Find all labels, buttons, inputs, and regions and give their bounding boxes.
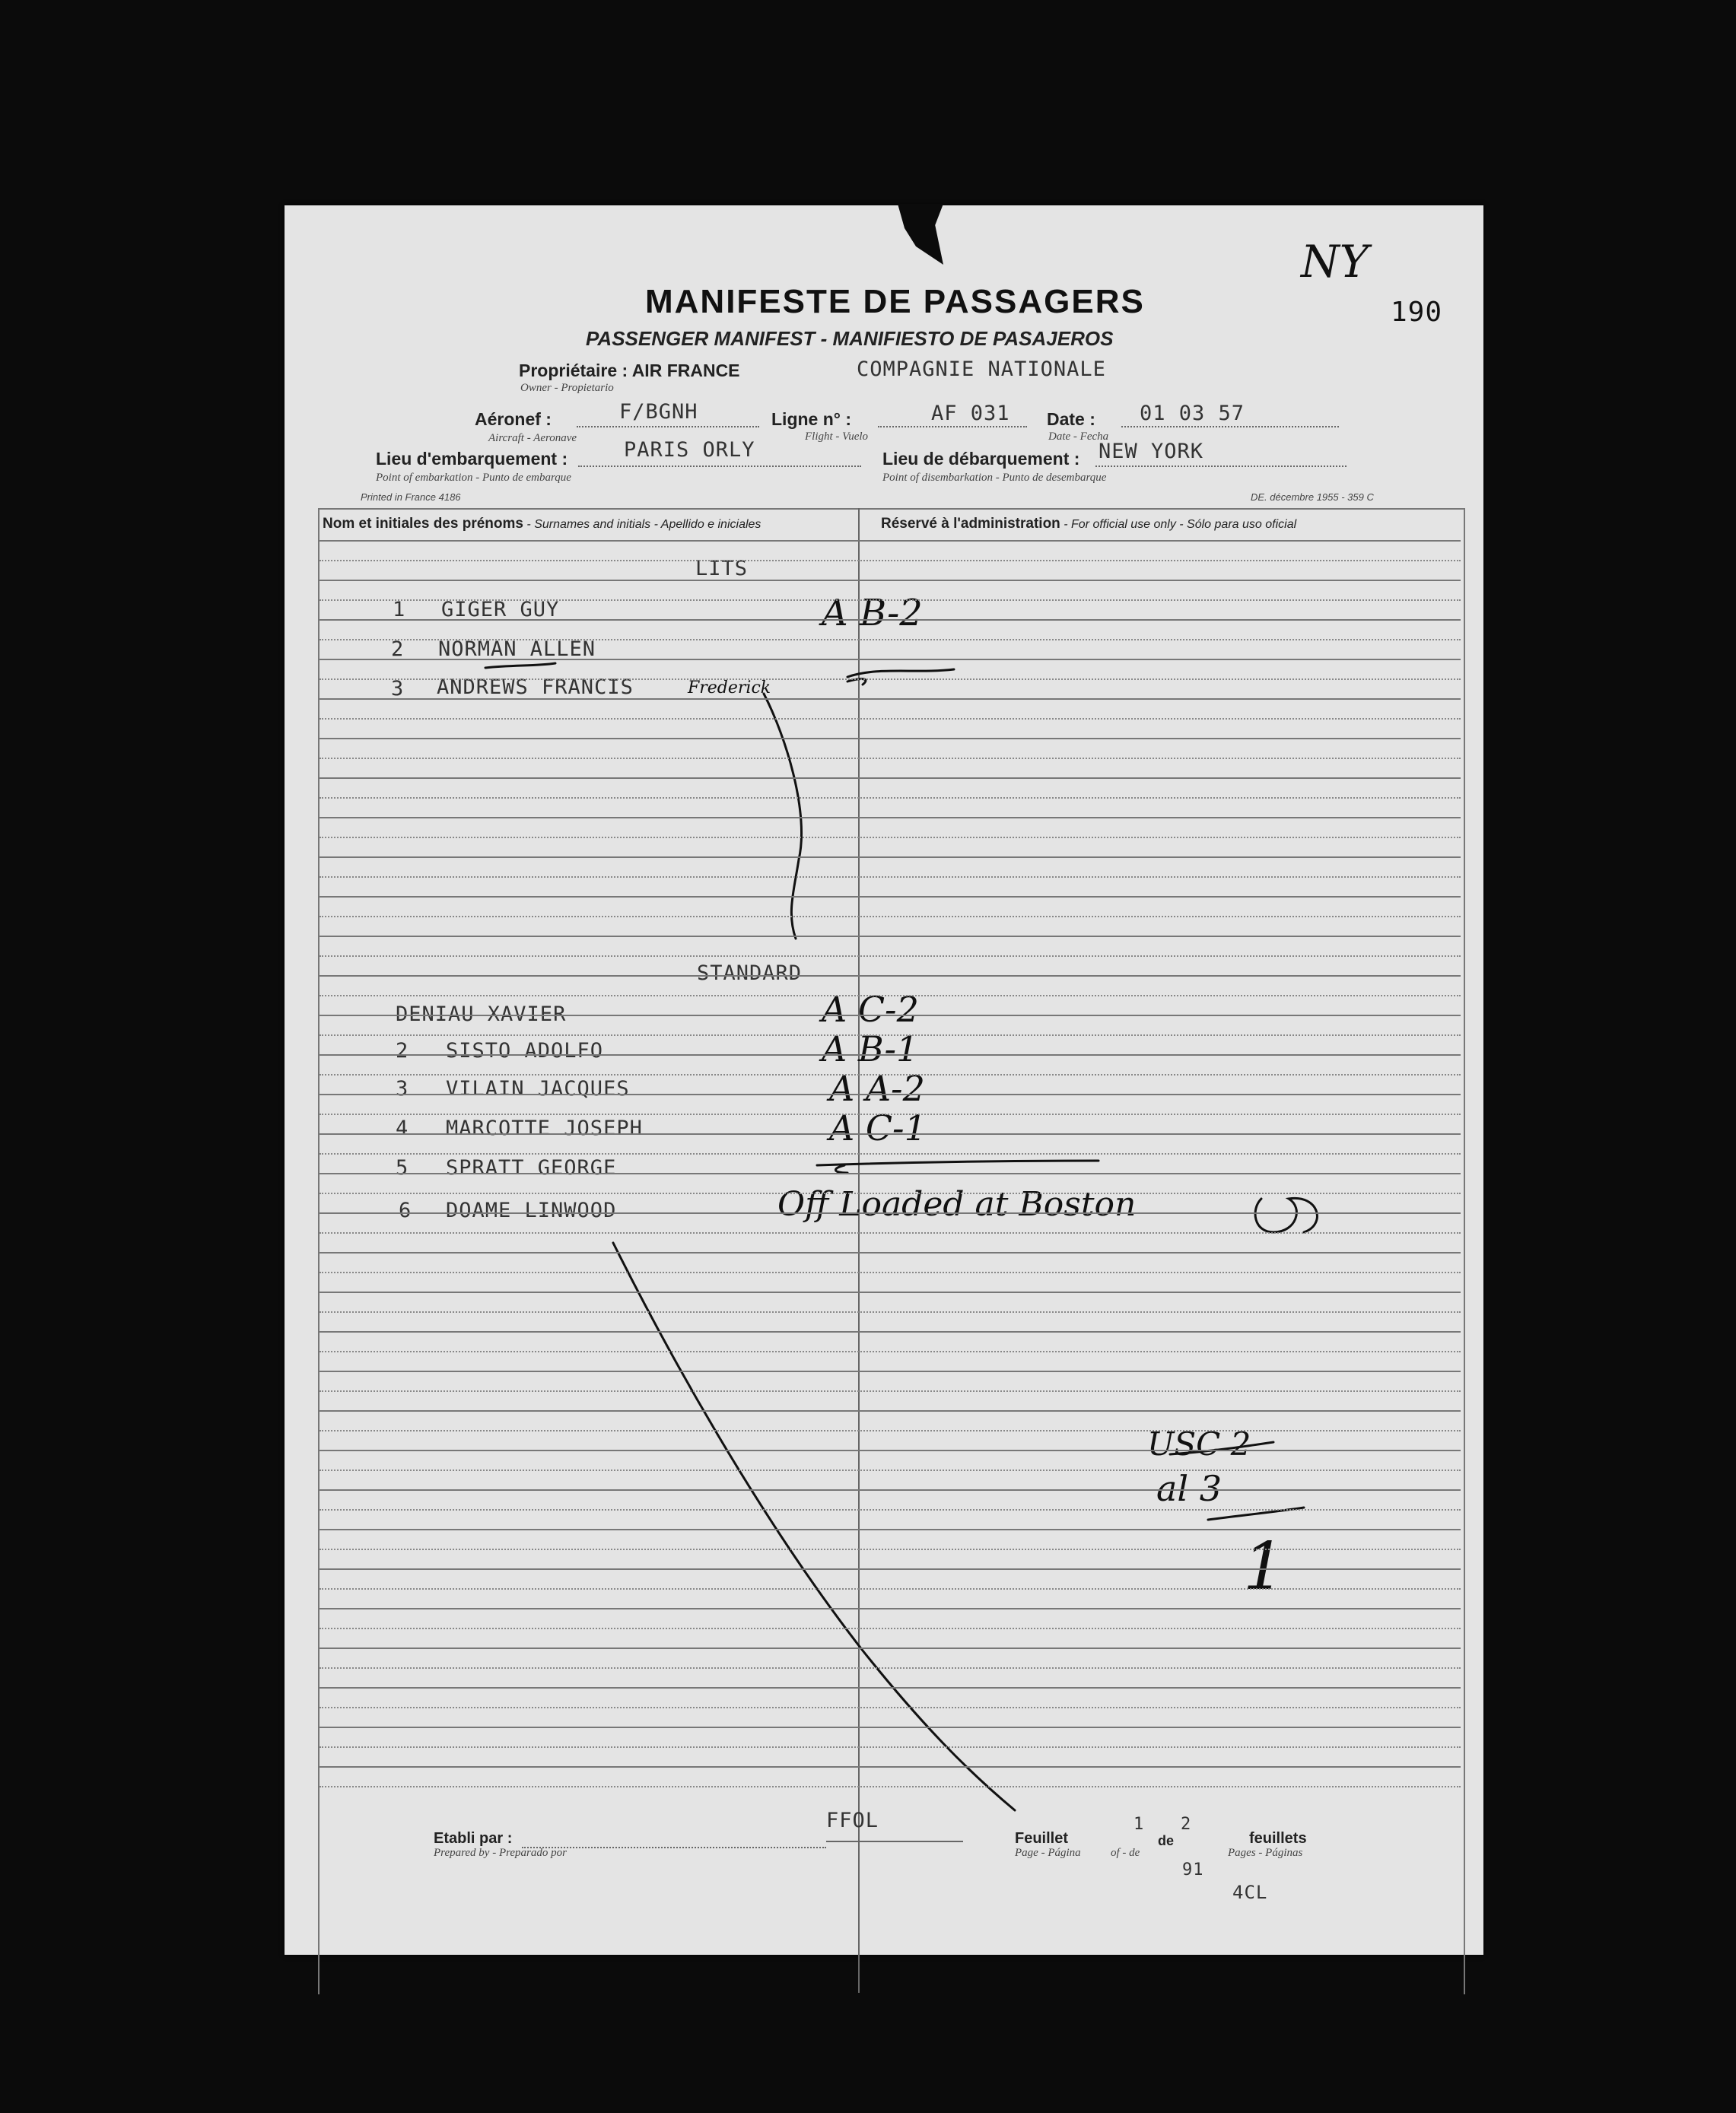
disembark-sub: Point of disembarkation - Punto de desembarque bbox=[882, 472, 1107, 484]
form-rule bbox=[320, 1746, 1461, 1748]
form-rule bbox=[320, 1232, 1461, 1234]
form-rule bbox=[320, 1311, 1461, 1313]
page-number: 190 bbox=[1391, 297, 1443, 328]
form-rule bbox=[320, 1648, 1461, 1649]
form-rule bbox=[320, 1549, 1461, 1550]
form-rule bbox=[320, 639, 1461, 640]
form-rule bbox=[320, 837, 1461, 838]
column-header-left: Nom et initiales des prénoms - Surnames and initials - Apellido e iniciales bbox=[323, 516, 761, 532]
prepared-sub: Prepared by - Preparado por bbox=[434, 1847, 567, 1859]
form-rule bbox=[320, 560, 1461, 561]
lits-row-3-name: ANDREWS FRANCIS bbox=[437, 675, 634, 699]
lits-row-2-name: NORMAN ALLEN bbox=[438, 637, 596, 661]
lits-row-3-num: 3 bbox=[391, 677, 405, 701]
form-rule bbox=[320, 1489, 1461, 1491]
form-rule bbox=[320, 599, 1461, 601]
section-lits: LITS bbox=[695, 557, 749, 580]
form-rule bbox=[320, 1410, 1461, 1412]
std-row-4-name: MARCOTTE JOSEPH bbox=[446, 1117, 643, 1140]
form-rule bbox=[320, 718, 1461, 720]
footer-mark-2: 4CL bbox=[1232, 1882, 1268, 1903]
line-sub: Flight - Vuelo bbox=[805, 431, 869, 443]
form-rule bbox=[320, 1450, 1461, 1451]
std-row-2-num: 2 bbox=[396, 1039, 409, 1063]
date-label: Date : bbox=[1047, 409, 1095, 429]
aircraft-label: Aéronef : bbox=[475, 409, 552, 429]
aircraft-sub: Aircraft - Aeronave bbox=[488, 432, 577, 444]
std-row-1-name: DENIAU XAVIER bbox=[396, 1002, 567, 1026]
form-rule bbox=[320, 1687, 1461, 1689]
std-row-5-name: SPRATT GEORGE bbox=[446, 1156, 617, 1180]
std-row-5-num: 5 bbox=[396, 1156, 409, 1180]
owner-sub: Owner - Propietario bbox=[520, 382, 614, 394]
sheet-num: 1 bbox=[1133, 1815, 1145, 1834]
form-rule bbox=[320, 1212, 1461, 1214]
form-rule bbox=[320, 856, 1461, 858]
std-row-6-num: 6 bbox=[399, 1199, 412, 1222]
std-row-3-num: 3 bbox=[396, 1077, 409, 1101]
std-row-6-note: Off Loaded at Boston bbox=[777, 1185, 1137, 1224]
column-header-right: Réservé à l'administration - For official use only - Sólo para uso oficial bbox=[881, 516, 1297, 532]
form-rule bbox=[320, 777, 1461, 779]
date-sub: Date - Fecha bbox=[1048, 431, 1109, 443]
form-rule bbox=[320, 698, 1461, 700]
form-rule bbox=[320, 1331, 1461, 1333]
form-rule bbox=[320, 738, 1461, 739]
std-row-4-note: A C-1 bbox=[829, 1107, 927, 1149]
tally-line-1: USC 2 bbox=[1147, 1425, 1251, 1463]
form-rule bbox=[320, 1094, 1461, 1095]
footer-mark-1: 91 bbox=[1182, 1860, 1204, 1879]
corner-mark: NY bbox=[1301, 236, 1369, 288]
line-value: AF 031 bbox=[931, 402, 1010, 425]
form-rule bbox=[320, 995, 1461, 996]
form-rule bbox=[320, 1351, 1461, 1352]
line-label: Ligne n° : bbox=[771, 409, 852, 429]
form-rule bbox=[320, 1292, 1461, 1293]
handwriting-strokes bbox=[285, 205, 1483, 1955]
form-rule bbox=[320, 1114, 1461, 1115]
manifest-subtitle: PASSENGER MANIFEST - MANIFIESTO DE PASAJEROS bbox=[586, 327, 1114, 350]
form-rule bbox=[320, 1193, 1461, 1194]
std-row-3-note: A A-2 bbox=[829, 1068, 925, 1109]
lits-row-1-note: A B-2 bbox=[822, 592, 923, 634]
form-rule bbox=[320, 1766, 1461, 1768]
aircraft-value: F/BGNH bbox=[619, 400, 698, 424]
print-note-left: Printed in France 4186 bbox=[361, 491, 461, 503]
sheet-label: Feuillet bbox=[1015, 1830, 1069, 1847]
form-rule bbox=[320, 1667, 1461, 1669]
form-rule bbox=[320, 1074, 1461, 1076]
form-rule bbox=[320, 1786, 1461, 1787]
form-rule bbox=[320, 1568, 1461, 1570]
owner-label: Propriétaire : AIR FRANCE bbox=[519, 361, 740, 380]
sheet-sub: Page - Página bbox=[1015, 1847, 1081, 1859]
disembark-label: Lieu de débarquement : bbox=[882, 449, 1080, 469]
disembark-value: NEW YORK bbox=[1099, 440, 1204, 463]
form-rule bbox=[320, 1054, 1461, 1056]
form-rule bbox=[320, 1509, 1461, 1511]
manifest-title: MANIFESTE DE PASSAGERS bbox=[645, 283, 1145, 320]
form-rule bbox=[320, 1133, 1461, 1135]
embark-label: Lieu d'embarquement : bbox=[376, 449, 568, 469]
form-rule bbox=[320, 678, 1461, 680]
form-rule bbox=[320, 975, 1461, 977]
form-rule bbox=[320, 896, 1461, 898]
std-row-2-name: SISTO ADOLFO bbox=[446, 1039, 604, 1063]
form-rule bbox=[320, 1430, 1461, 1431]
form-rule bbox=[320, 659, 1461, 660]
date-value: 01 03 57 bbox=[1140, 402, 1245, 425]
form-rule bbox=[320, 876, 1461, 878]
owner-value: COMPAGNIE NATIONALE bbox=[857, 357, 1106, 381]
form-rule bbox=[320, 797, 1461, 799]
form-rule bbox=[320, 1371, 1461, 1372]
form-rule bbox=[320, 916, 1461, 917]
embark-value: PARIS ORLY bbox=[624, 438, 755, 462]
form-rule bbox=[320, 1608, 1461, 1609]
prepared-value: FFOL bbox=[826, 1809, 879, 1832]
of-num: 2 bbox=[1181, 1815, 1192, 1834]
lits-row-3-extra: Frederick bbox=[688, 678, 771, 697]
form-rule bbox=[320, 1272, 1461, 1273]
std-row-6-name: DOAME LINWOOD bbox=[446, 1199, 617, 1222]
std-row-1-note: A C-2 bbox=[822, 989, 919, 1030]
tally-line-2: al 3 bbox=[1156, 1468, 1223, 1509]
form-rule bbox=[320, 758, 1461, 759]
pages-sub: Pages - Páginas bbox=[1228, 1847, 1303, 1859]
form-rule bbox=[320, 1252, 1461, 1254]
form-rule bbox=[320, 955, 1461, 957]
of-sub: of - de bbox=[1111, 1847, 1140, 1859]
form-rule bbox=[320, 1390, 1461, 1392]
form-rule bbox=[320, 1628, 1461, 1629]
std-row-4-num: 4 bbox=[396, 1117, 409, 1140]
form-rule bbox=[320, 1727, 1461, 1728]
lits-row-1-name: GIGER GUY bbox=[441, 598, 560, 621]
form-rule bbox=[320, 1470, 1461, 1471]
std-row-2-note: A B-1 bbox=[822, 1028, 919, 1069]
form-rule bbox=[320, 540, 1461, 542]
form-rule bbox=[320, 1707, 1461, 1708]
sheets-label: feuillets bbox=[1249, 1830, 1307, 1847]
form-rule bbox=[320, 817, 1461, 818]
lits-row-2-num: 2 bbox=[391, 637, 405, 661]
form-rule bbox=[320, 936, 1461, 937]
prepared-label: Etabli par : bbox=[434, 1830, 513, 1847]
std-row-3-name: VILAIN JACQUES bbox=[446, 1077, 630, 1101]
form-rule bbox=[320, 1034, 1461, 1036]
form-rule bbox=[320, 1588, 1461, 1590]
form-rule bbox=[320, 619, 1461, 621]
of-label: de bbox=[1158, 1833, 1175, 1848]
form-rule bbox=[320, 1015, 1461, 1016]
form-rule bbox=[320, 1529, 1461, 1530]
section-standard: STANDARD bbox=[697, 961, 803, 985]
embark-sub: Point of embarkation - Punto de embarque bbox=[376, 472, 571, 484]
manifest-sheet bbox=[285, 205, 1483, 1955]
form-rule bbox=[320, 1173, 1461, 1174]
form-rule bbox=[320, 1153, 1461, 1155]
form-rule bbox=[320, 580, 1461, 581]
print-note-right: DE. décembre 1955 - 359 C bbox=[1251, 491, 1374, 503]
tally-total: 1 bbox=[1243, 1529, 1285, 1605]
lits-row-1-num: 1 bbox=[393, 598, 406, 621]
